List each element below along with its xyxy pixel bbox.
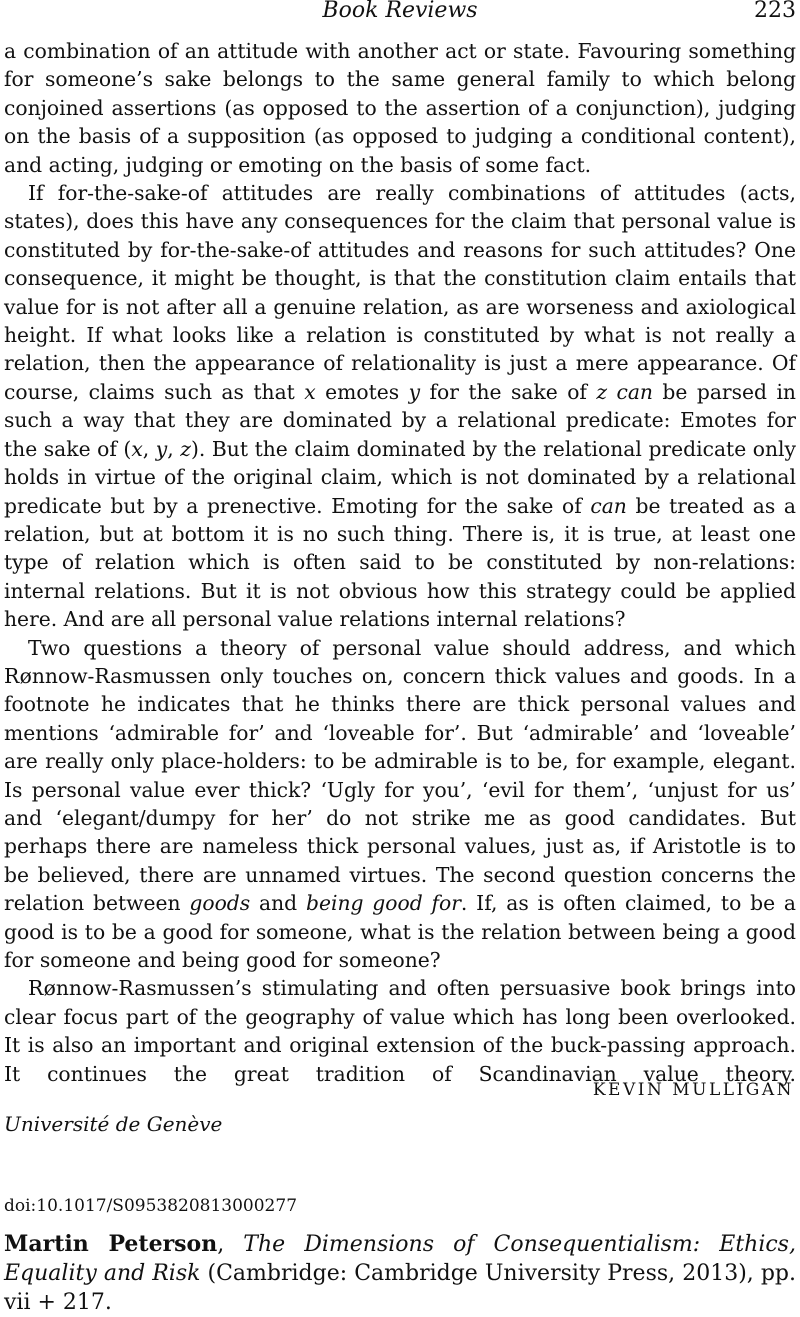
paragraph-text: be treated as a relation, but at bottom it is no such thing. There is, it is true, at least one type of relation which is often said to be constituted by non-relations: internal relations. But it is not obvious how this strategy could be applied here. And are all personal value relations internal relations? [4,493,796,632]
review-body [4,37,796,1088]
italic-emphasis: can [590,493,627,518]
paragraph-text: for the sake of [420,379,597,404]
citation-separator: , [217,1232,244,1257]
paragraph-text: Rønnow-Rasmussen’s stimulating and often persuasive book brings into clear focus part of the geography of value which has long been overlooked. It is also an important and original extension of the buck-passing approach. It continues the great tradition of Scandinavian value theory. [4,976,796,1086]
italic-variable: x [304,379,316,404]
next-review-citation [4,1230,796,1317]
paragraph-text: , [142,436,156,461]
paragraph-text: . If, as is often claimed, to be a good is to be a good for someone, what is the relation between being a good for someone and being good for someone? [4,891,796,972]
paragraph-text: If for-the-sake-of attitudes are really combinations of attitudes (acts, states), does this have any consequences for the claim that personal value is constituted by for-the-sake-of attitudes and reasons for such attitudes? One consequence, it might be thought, is that the constitution claim entails that value for is not after all a genuine relation, as are worseness and axiological height. If what looks like a relation is constituted by what is not really a relation, then the appearance of relationality is just a mere appearance. Of course, claims such as that [4,181,796,404]
italic-emphasis: goods [189,891,251,916]
reviewer-affiliation: Université de Genève [4,1112,223,1136]
page-header [0,0,800,28]
italic-variable: y [155,436,168,461]
paragraph-2 [4,179,796,634]
page-number: 223 [754,0,796,23]
italic-emphasis: z can [596,379,653,404]
paragraph-text: and [250,891,306,916]
italic-variable: y [408,379,421,404]
paragraph-text: ). But the claim dominated by the relational predicate only holds in virtue of the original claim, which is not dominated by a relational predicate but by a prenective. Emoting for the sake of [4,436,796,518]
book-title: The Dimensions of Consequentialism: Ethics, Equality and Risk [4,1232,796,1286]
paragraph-text: , [167,436,181,461]
paragraph-text: Two questions a theory of personal value should address, and which Rønnow-Rasmussen only touches on, concern thick values and goods. In a footnote he indicates that he thinks there are thick personal values and mentions ‘admirable for’ and ‘loveable for’. But ‘admirable’ and ‘loveable’ are really only place-holders: to be admirable is to be, for example, elegant. Is personal value ever thick? ‘Ugly for you’, ‘evil for them’, ‘unjust for us’ and ‘elegant/dumpy for her’ do not strike me as good candidates. But perhaps there are nameless thick personal values, just as, if Aristotle is to be believed, there are unnamed virtues. The second question concerns the relation between [4,635,796,916]
italic-variable: x [131,436,143,461]
paragraph-text: a combination of an attitude with another act or state. Favouring something for someone’s sake belongs to the same general family to which belong conjoined assertions (as opposed to the assertion of a conjunction), judging on the basis of a supposition (as opposed to judging a conditional content), and acting, judging or emoting on the basis of some fact. [4,39,796,177]
running-head: Book Reviews [322,0,478,23]
italic-variable: z [180,436,191,461]
book-author: Martin Peterson [4,1231,218,1257]
reviewer-name: KEVIN MULLIGAN [592,1080,794,1100]
paragraph-3 [4,634,796,975]
paragraph-1 [4,37,796,179]
doi-link[interactable]: doi:10.1017/S0953820813000277 [4,1196,298,1216]
italic-emphasis: being good for [305,891,461,916]
publication-details: (Cambridge: Cambridge University Press, 2013), pp. vii + 217. [4,1261,796,1315]
paragraph-4 [4,974,796,1088]
paragraph-text: emotes [315,379,409,404]
paragraph-text: be parsed in such a way that they are dominated by a relational predicate: Emotes for the sake of ( [4,379,796,461]
